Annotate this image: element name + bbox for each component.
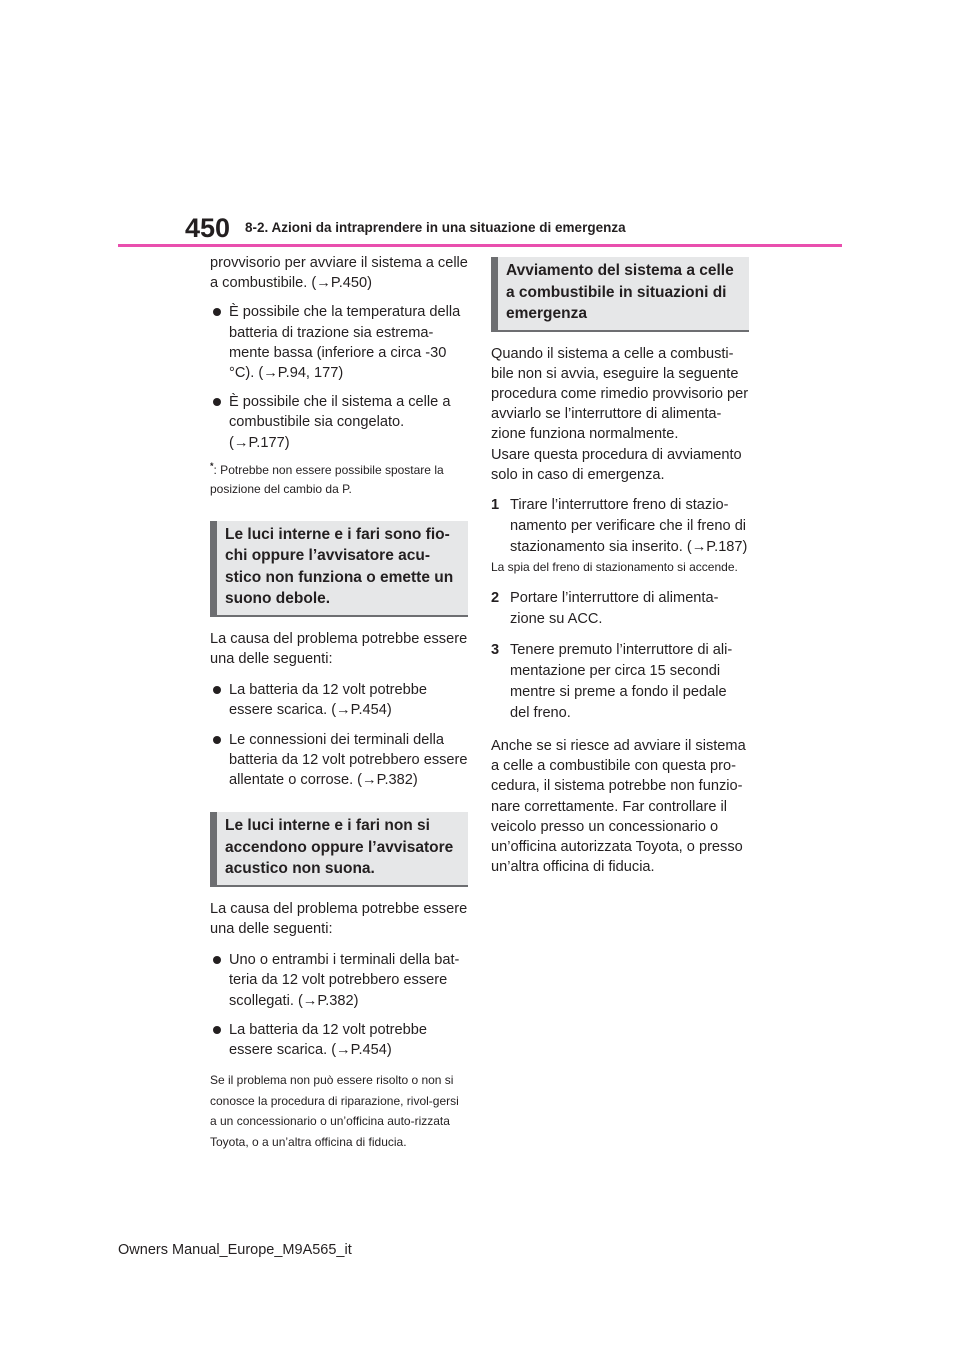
step-text: Tenere premuto l’interruttore di ali-mentazione per circa 15 secondi mentre si preme a fondo il pedale del freno. <box>510 641 733 721</box>
footnote-text: : Potrebbe non essere possibile spostare la posizione del cambio da P. <box>210 462 444 496</box>
step-text: Tirare l’interruttore freno di stazio-namento per verificare che il freno di stazionamento sia inserito. (→P.187) <box>510 496 748 555</box>
list-item: È possibile che la temperatura della batteria di trazione sia estrema-mente bassa (inferiore a circa -30 °C). (→P.94, 177) <box>210 302 468 383</box>
list-item: È possibile che il sistema a celle a combustibile sia congelato. (→P.177) <box>210 392 468 453</box>
section-title: 8-2. Azioni da intraprendere in una situazione di emergenza <box>245 220 626 235</box>
list-item: Le connessioni dei terminali della batteria da 12 volt potrebbero essere allentate o corrose. (→P.382) <box>210 730 468 791</box>
cause-intro: La causa del problema potrebbe essere una delle seguenti: <box>210 900 468 937</box>
cause-list-1 <box>210 302 468 452</box>
step-note: La spia del freno di stazionamento si accende. <box>491 559 738 574</box>
list-item: Uno o entrambi i terminali della bat-teria da 12 volt potrebbero essere scollegati. (→P.382) <box>210 950 468 1011</box>
emergency-warning: Usare questa procedura di avviamento solo in caso di emergenza. <box>491 446 742 483</box>
step-number: 2 <box>491 589 500 606</box>
cause-list-2 <box>210 680 468 790</box>
page-number: 450 <box>185 213 231 243</box>
right-column <box>491 253 749 887</box>
section-heading-weak-lights: Le luci interne e i fari sono fio-chi oppure l’avvisatore acu-stico non funziona o emette un suono debole. <box>210 521 468 617</box>
section-heading-emergency-start: Avviamento del sistema a celle a combustibile in situazioni di emergenza <box>491 257 749 332</box>
footer-manual-id: Owners Manual_Europe_M9A565_it <box>118 1242 352 1258</box>
step-number: 3 <box>491 641 500 658</box>
footnote <box>210 457 468 499</box>
step-text: Portare l’interruttore di alimenta-zione su ACC. <box>510 589 719 627</box>
left-column <box>210 253 468 1152</box>
footnote-mark: * <box>210 460 214 471</box>
section-heading-no-lights: Le luci interne e i fari non si accendono oppure l’avvisatore acustico non suona. <box>210 812 468 887</box>
step-3 <box>491 640 749 724</box>
emergency-intro: Quando il sistema a celle a combusti-bile non si avvia, eseguire la seguente procedura come rimedio provvisorio per avviarlo se l’interruttore di alimenta-zione funziona normalmente. <box>491 345 749 443</box>
continued-text: provvisorio per avviare il sistema a celle a combustibile. (→P.450) <box>210 255 468 292</box>
procedure-steps <box>491 495 749 724</box>
step-1 <box>491 495 749 574</box>
repair-note: Se il problema non può essere risolto o non si conosce la procedura di riparazione, rivol-gersi a un concessionario o un’officina auto-rizzata Toyota, o a un’altra officina di fiducia. <box>210 1073 459 1149</box>
step-number: 1 <box>491 496 500 513</box>
list-item: La batteria da 12 volt potrebbe essere scarica. (→P.454) <box>210 680 468 720</box>
cause-list-3 <box>210 950 468 1060</box>
closing-text: Anche se si riesce ad avviare il sistema a celle a combustibile con questa pro-cedura, il sistema potrebbe non funzio-nare correttamente. Far controllare il veicolo presso un concessionario o un’officina autorizzata Toyota, o presso un’altra officina di fiducia. <box>491 737 746 876</box>
step-2 <box>491 588 749 630</box>
cause-intro: La causa del problema potrebbe essere una delle seguenti: <box>210 630 468 668</box>
list-item: La batteria da 12 volt potrebbe essere scarica. (→P.454) <box>210 1020 468 1060</box>
header-rule <box>118 244 842 247</box>
